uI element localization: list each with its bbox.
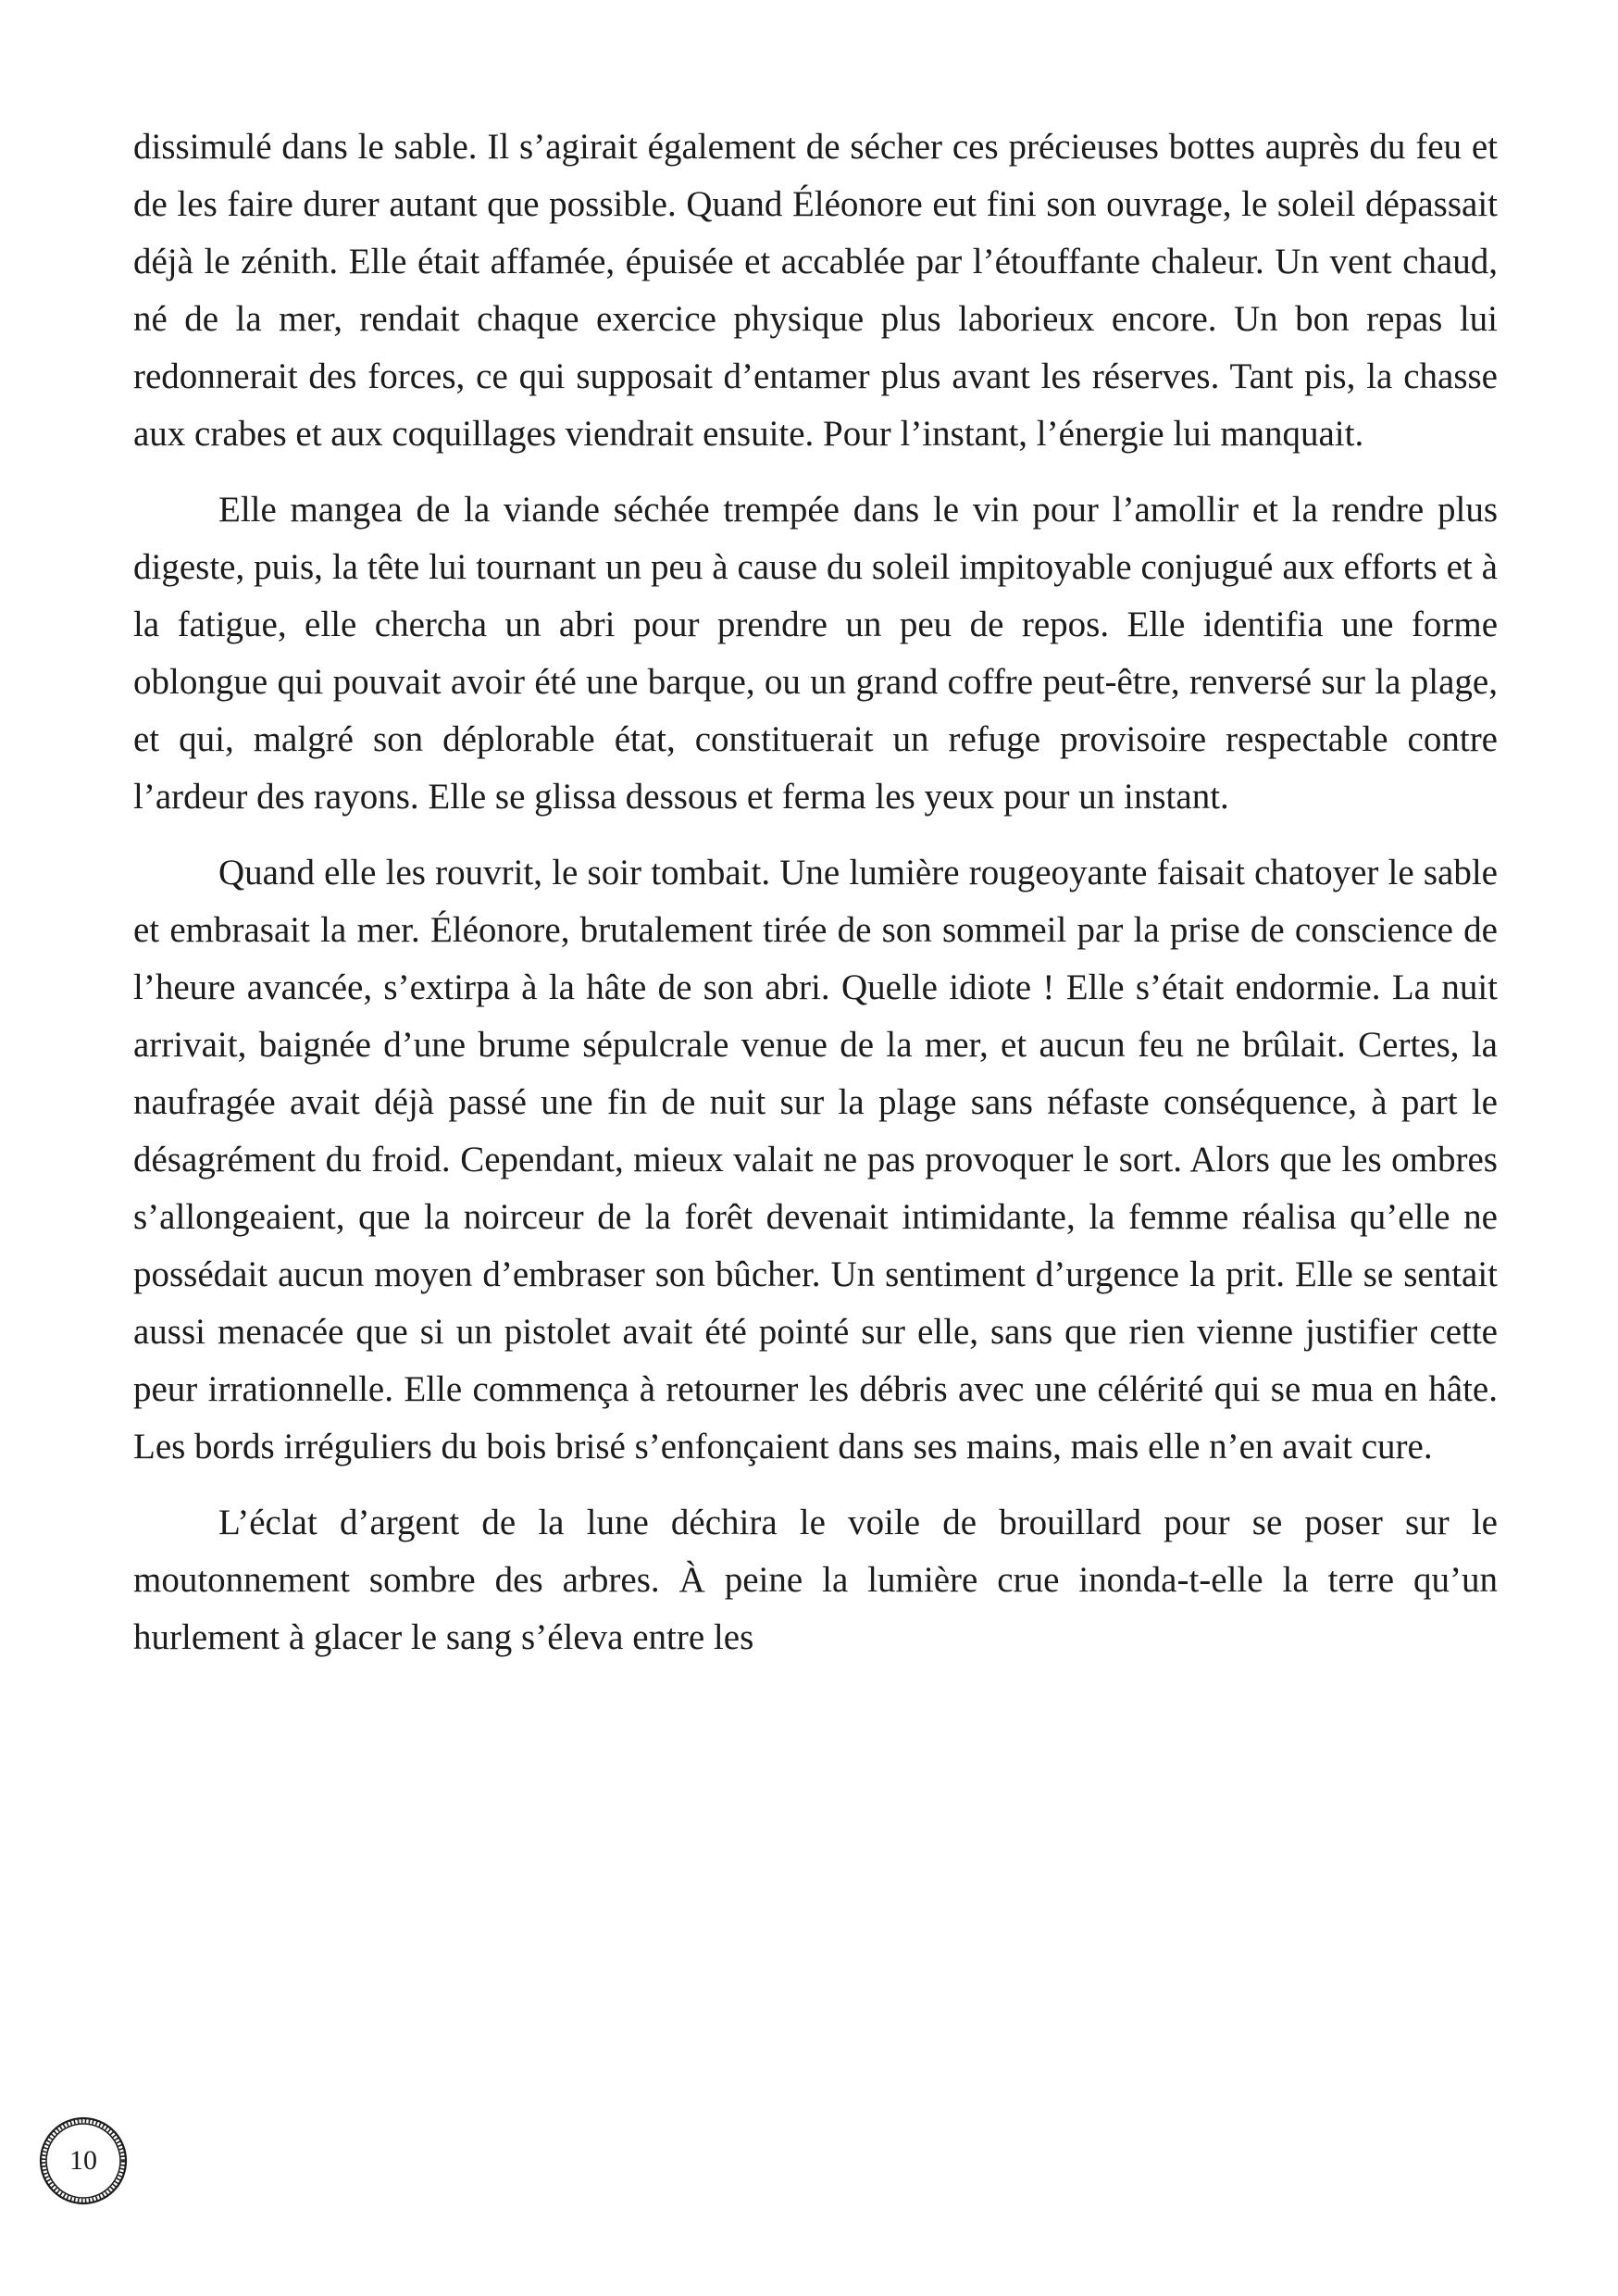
paragraph-1: dissimulé dans le sable. Il s’agirait également de sécher ces précieuses bottes auprès du feu et de les faire durer autant que possible. Quand Éléonore eut fini son ouvrage, le soleil dépassait déjà le zénith. Elle était affamée, épuisée et accablée par l’étouffante chaleur. Un vent chaud, né de la mer, rendait chaque exercice physique plus laborieux encore. Un bon repas lui redonnerait des forces, ce qui supposait d’entamer plus avant les réserves. Tant pis, la chasse aux crabes et aux coquillages viendrait ensuite. Pour l’instant, l’énergie lui manquait.: [133, 127, 1498, 454]
page-body: [133, 119, 1498, 1685]
page-number: 10: [69, 2145, 97, 2176]
page-number-badge: [35, 2113, 131, 2209]
paragraph-4: L’éclat d’argent de la lune déchira le voile de brouillard pour se poser sur le moutonnement sombre des arbres. À peine la lumière crue inonda-t-elle la terre qu’un hurlement à glacer le sang s’éleva entre les: [133, 1503, 1498, 1657]
paragraph-3: Quand elle les rouvrit, le soir tombait. Une lumière rougeoyante faisait chatoyer le sable et embrasait la mer. Éléonore, brutalement tirée de son sommeil par la prise de conscience de l’heure avancée, s’extirpa à la hâte de son abri. Quelle idiote ! Elle s’était endormie. La nuit arrivait, baignée d’une brume sépulcrale venue de la mer, et aucun feu ne brûlait. Certes, la naufragée avait déjà passé une fin de nuit sur la plage sans néfaste conséquence, à part le désagrément du froid. Cependant, mieux valait ne pas provoquer le sort. Alors que les ombres s’allongeaient, que la noirceur de la forêt devenait intimidante, la femme réalisa qu’elle ne possédait aucun moyen d’embraser son bûcher. Un sentiment d’urgence la prit. Elle se sentait aussi menacée que si un pistolet avait été pointé sur elle, sans que rien vienne justifier cette peur irrationnelle. Elle commença à retourner les débris avec une célérité qui se mua en hâte. Les bords irréguliers du bois brisé s’enfonçaient dans ses mains, mais elle n’en avait cure.: [133, 853, 1498, 1466]
paragraph-2: Elle mangea de la viande séchée trempée dans le vin pour l’amollir et la rendre plus digeste, puis, la tête lui tournant un peu à cause du soleil impitoyable conjugué aux efforts et à la fatigue, elle chercha un abri pour prendre un peu de repos. Elle identifia une forme oblongue qui pouvait avoir été une barque, ou un grand coffre peut-être, renversé sur la plage, et qui, malgré son déplorable état, constituerait un refuge provisoire respectable contre l’ardeur des rayons. Elle se glissa dessous et ferma les yeux pour un instant.: [133, 490, 1498, 817]
